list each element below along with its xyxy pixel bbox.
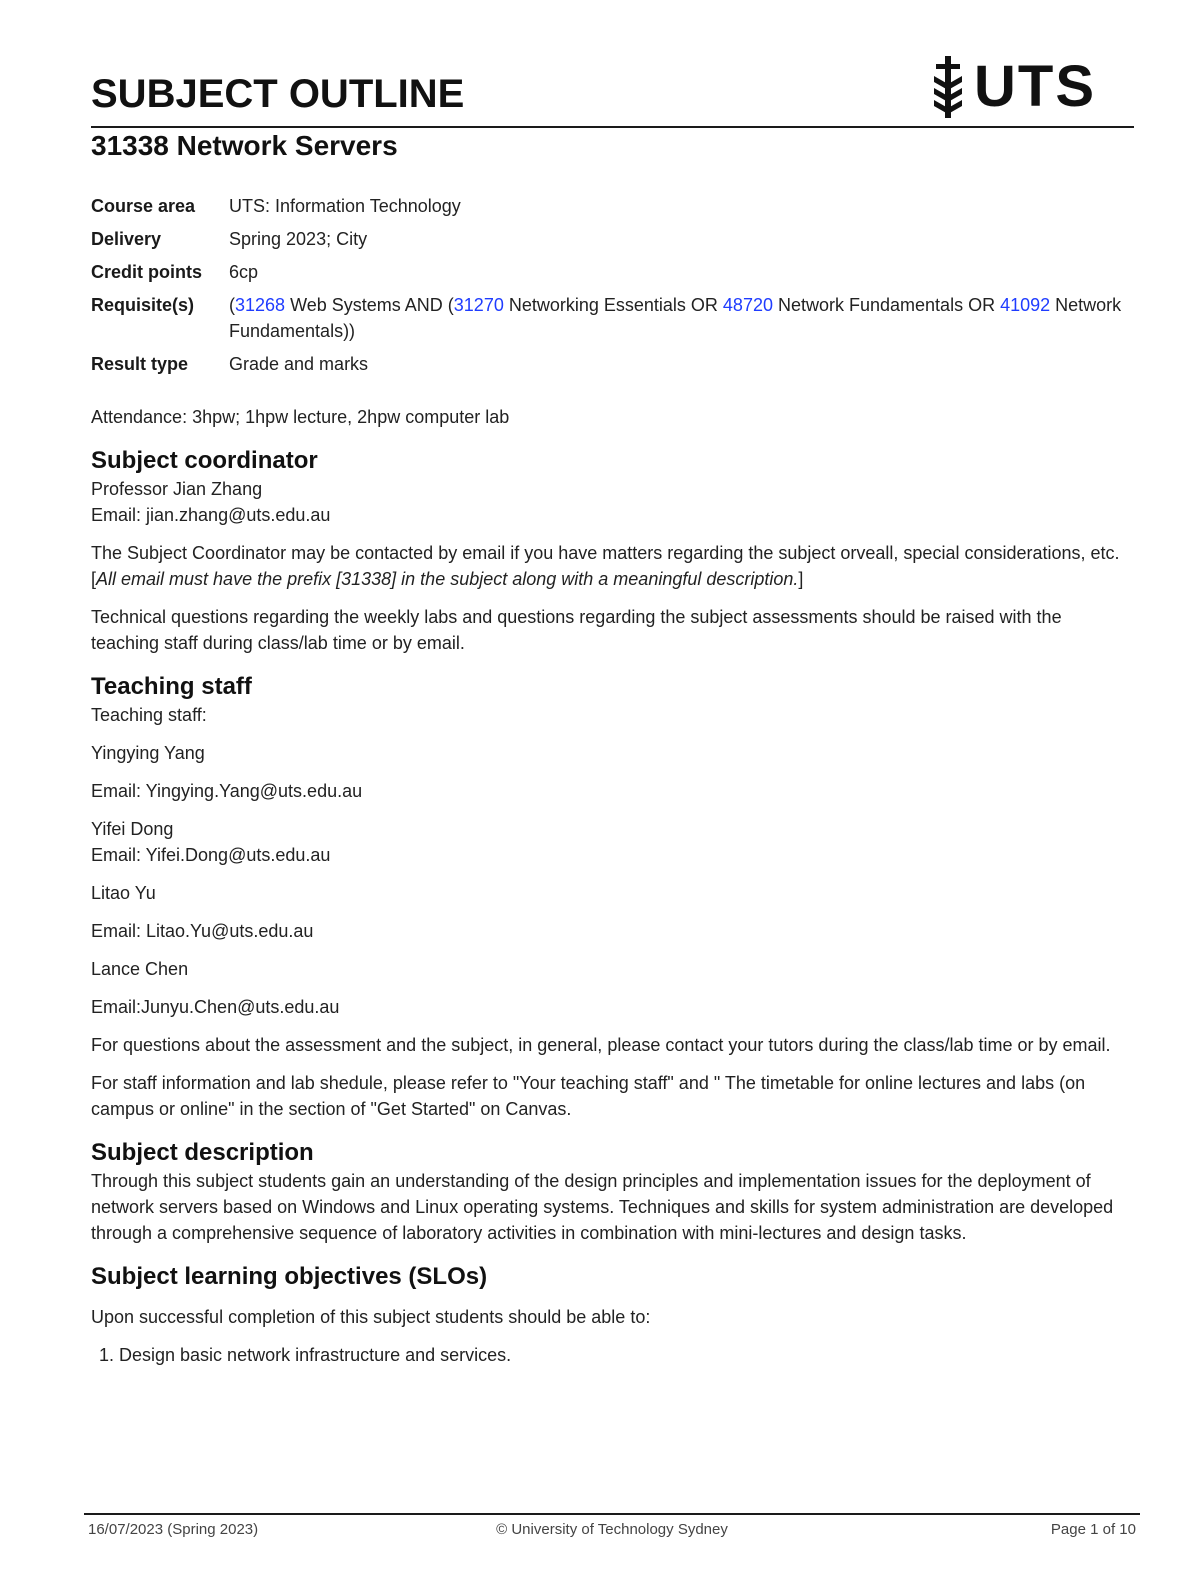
- document-title: SUBJECT OUTLINE: [91, 72, 465, 116]
- meta-value: Grade and marks: [229, 354, 369, 374]
- meta-label: Credit points: [91, 262, 202, 282]
- uts-logo: [928, 52, 1096, 122]
- coordinator-name: Professor Jian Zhang: [91, 479, 263, 499]
- requisites-value: [229, 292, 1134, 344]
- heading-teaching-staff: Teaching staff: [91, 673, 252, 700]
- req-text: Web Systems AND (: [285, 295, 454, 315]
- staff-name: Litao Yu: [91, 883, 156, 903]
- meta-row-delivery: [91, 226, 1134, 252]
- slos-list: [91, 1342, 1134, 1368]
- uts-crest-icon: [928, 54, 968, 120]
- requisite-link-41092[interactable]: 41092: [1000, 295, 1051, 315]
- technical-questions-note: Technical questions regarding the weekly labs and questions regarding the subject assessments should be raised with the teaching staff during class/lab time or by email.: [91, 607, 1062, 653]
- bracket: [: [91, 569, 97, 589]
- req-text: Networking Essentials OR: [503, 295, 723, 315]
- staff-email[interactable]: Email: Yifei.Dong@uts.edu.au: [91, 845, 331, 865]
- staff-email[interactable]: Email:Junyu.Chen@uts.edu.au: [91, 997, 340, 1017]
- meta-row-result-type: [91, 351, 1134, 377]
- heading-subject-description: Subject description: [91, 1139, 314, 1166]
- meta-row-requisites: [91, 292, 1134, 344]
- staff-name: Yingying Yang: [91, 743, 205, 763]
- req-text: Network Fundamentals OR: [772, 295, 1001, 315]
- document-body: [91, 404, 1134, 1368]
- staff-email[interactable]: Email: Litao.Yu@uts.edu.au: [91, 921, 314, 941]
- staff-name: Lance Chen: [91, 959, 189, 979]
- note-text: The Subject Coordinator may be contacted by email if you have matters regarding the subject orveall, special considerations, etc.: [91, 543, 1120, 563]
- attendance-text: Attendance: 3hpw; 1hpw lecture, 2hpw computer lab: [91, 407, 510, 427]
- heading-slos: Subject learning objectives (SLOs): [91, 1263, 488, 1290]
- subject-description-text: Through this subject students gain an understanding of the design principles and implementation issues for the deployment of network servers based on Windows and Linux operating systems. Techniques and skills for system administration are developed through a comprehensive sequence of laboratory activities in combination with mini-lectures and design tasks.: [91, 1171, 1114, 1243]
- staff-info-note: For staff information and lab shedule, please refer to "Your teaching staff" and " The timetable for online lectures and labs (on campus or online" in the section of "Get Started" on Canvas.: [91, 1073, 1086, 1119]
- coordinator-email[interactable]: Email: jian.zhang@uts.edu.au: [91, 505, 331, 525]
- meta-value: 6cp: [229, 262, 259, 282]
- slos-intro: Upon successful completion of this subject students should be able to:: [91, 1307, 651, 1327]
- meta-label: Requisite(s): [91, 295, 195, 315]
- heading-subject-coordinator: Subject coordinator: [91, 447, 318, 474]
- requisite-link-31268[interactable]: 31268: [235, 295, 286, 315]
- meta-value: UTS: Information Technology: [229, 196, 461, 216]
- footer-page-number: Page 1 of 10: [1050, 1521, 1136, 1538]
- footer-date: 16/07/2023 (Spring 2023): [88, 1521, 259, 1538]
- meta-row-credit-points: [91, 259, 1134, 285]
- requisite-link-31270[interactable]: 31270: [453, 295, 504, 315]
- req-text: Network Fundamentals)): [229, 295, 1122, 341]
- staff-email[interactable]: Email: Yingying.Yang@uts.edu.au: [91, 781, 363, 801]
- coordinator-contact-note: [91, 540, 1134, 592]
- requisite-link-48720[interactable]: 48720: [722, 295, 773, 315]
- meta-label: Course area: [91, 196, 196, 216]
- subject-meta: [91, 193, 1134, 384]
- bracket: ]: [798, 569, 804, 589]
- logo-wordmark: UTS: [974, 54, 1096, 119]
- questions-note: For questions about the assessment and the subject, in general, please contact your tutors during the class/lab time or by email.: [91, 1035, 1111, 1055]
- footer-copyright: © University of Technology Sydney: [496, 1521, 728, 1538]
- meta-row-course-area: [91, 193, 1134, 219]
- subject-title: 31338 Network Servers: [91, 130, 398, 161]
- meta-label: Delivery: [91, 229, 162, 249]
- email-prefix-note: All email must have the prefix [31338] in the subject along with a meaningful description.: [96, 569, 799, 589]
- meta-value: Spring 2023; City: [229, 229, 368, 249]
- page-footer: [84, 1513, 1140, 1545]
- teaching-staff-intro: Teaching staff:: [91, 705, 207, 725]
- staff-name: Yifei Dong: [91, 819, 174, 839]
- slo-item: 1. Design basic network infrastructure and services.: [119, 1342, 1134, 1368]
- meta-label: Result type: [91, 354, 189, 374]
- page-header: [91, 54, 1134, 128]
- req-text: (: [229, 295, 235, 315]
